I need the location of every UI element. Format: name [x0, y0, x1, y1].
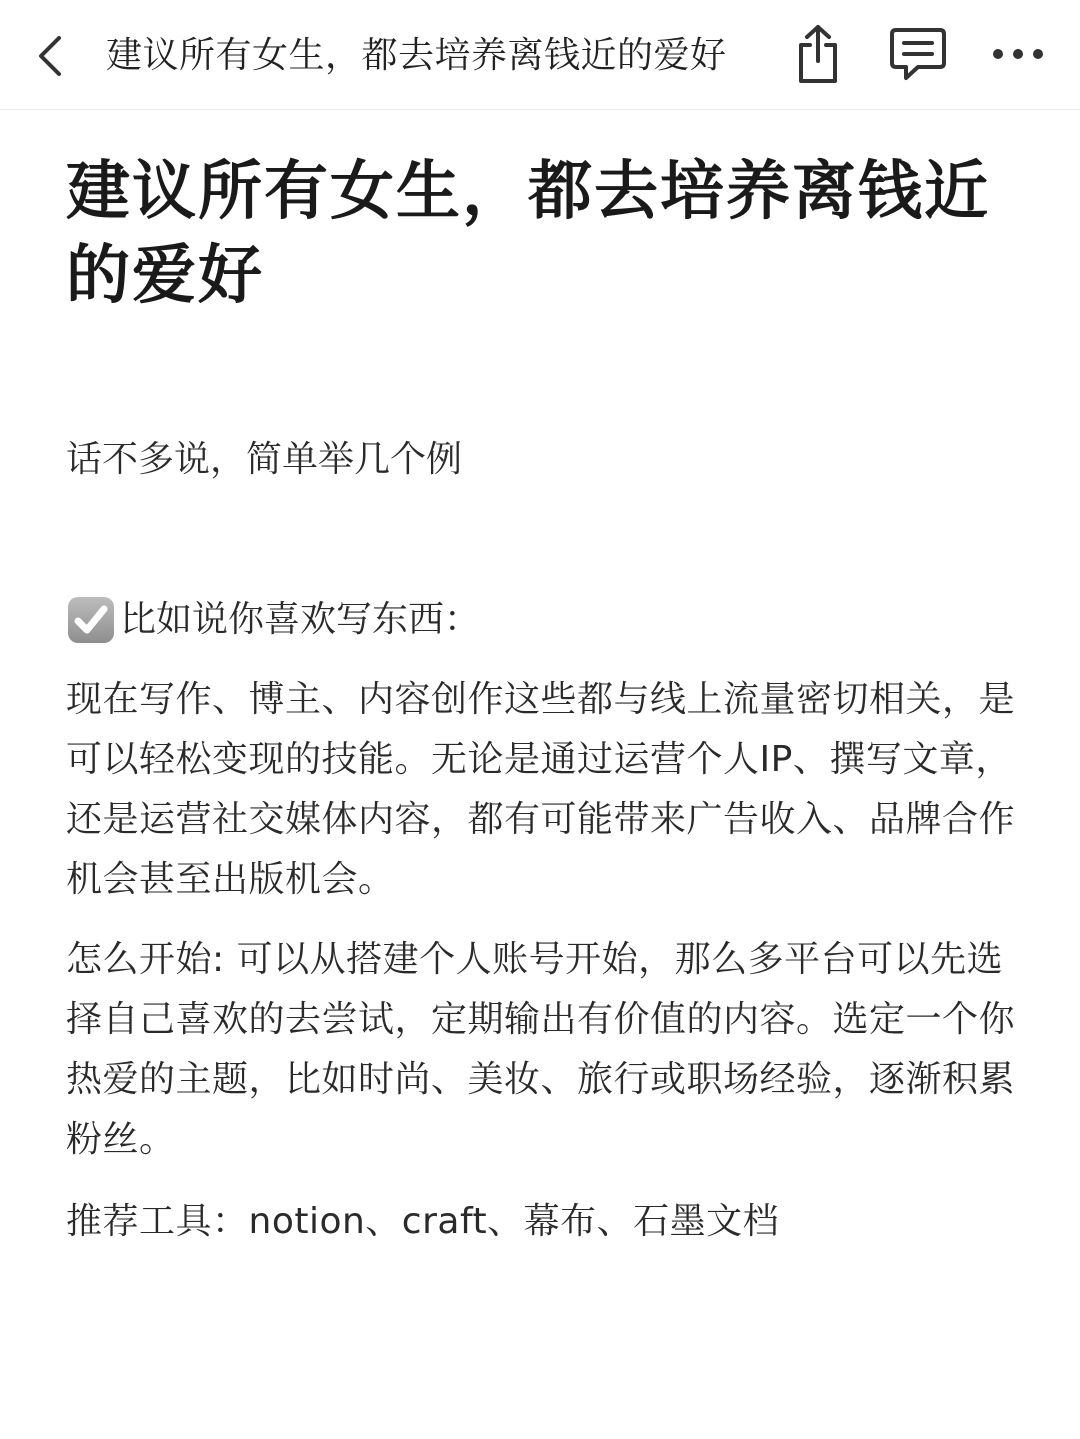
comment-icon: [888, 25, 948, 83]
paragraph-writing: 现在写作、博主、内容创作这些都与线上流量密切相关，是可以轻松变现的技能。无论是通过运营个人IP、撰写文章，还是运营社交媒体内容，都有可能带来广告收入、品牌合作机会甚至出版机会。: [66, 679, 1016, 900]
top-nav-bar: [0, 0, 1080, 110]
more-dots-icon: [990, 46, 1046, 62]
section-heading: [66, 592, 1016, 648]
paragraph-tools: 推荐工具：notion、craft、幕布、石墨文档: [66, 1201, 780, 1242]
document-body: [66, 150, 1026, 318]
chevron-left-icon: [35, 34, 65, 78]
paragraph-how-to-start: 怎么开始: 可以从搭建个人账号开始，那么多平台可以先选择自己喜欢的去尝试，定期输出有价值的内容。选定一个你热爱的主题，比如时尚、美妆、旅行或职场经验，逐渐积累粉丝。: [66, 939, 1016, 1160]
more-button[interactable]: [986, 20, 1050, 88]
back-button[interactable]: [22, 24, 78, 88]
checkbox-checked-icon: [66, 595, 116, 645]
share-icon: [793, 23, 843, 85]
section-heading-text: 比如说你喜欢写东西：: [120, 599, 481, 640]
share-button[interactable]: [786, 20, 850, 88]
comment-button[interactable]: [886, 20, 950, 88]
nav-title: 建议所有女生，都去培养离钱近的爱好: [106, 35, 727, 76]
intro-text: 话不多说，简单举几个例: [66, 439, 463, 480]
document-title: 建议所有女生，都去培养离钱近的爱好: [66, 155, 990, 313]
